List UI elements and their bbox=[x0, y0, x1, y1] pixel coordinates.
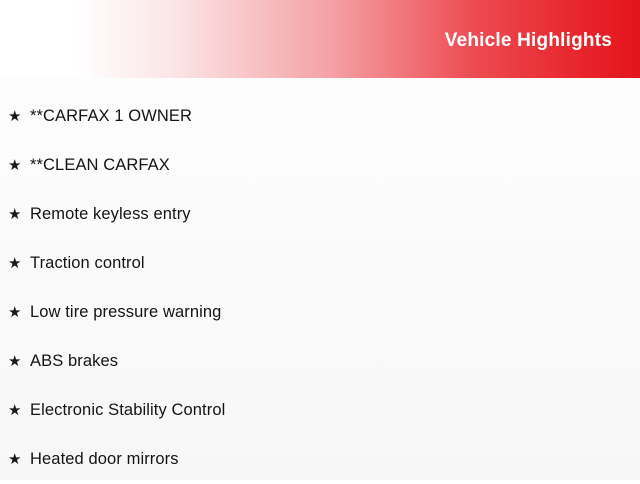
star-icon: ★ bbox=[8, 108, 22, 125]
list-item-label: **CLEAN CARFAX bbox=[30, 156, 170, 174]
list-item bbox=[0, 435, 640, 484]
list-item-label: Heated door mirrors bbox=[30, 450, 179, 468]
star-icon: ★ bbox=[8, 451, 22, 468]
list-item-label: Low tire pressure warning bbox=[30, 303, 222, 321]
list-item bbox=[0, 337, 640, 386]
star-icon: ★ bbox=[8, 206, 22, 223]
list-item-label: ABS brakes bbox=[30, 352, 119, 370]
star-icon: ★ bbox=[8, 304, 22, 321]
list-item-label: Traction control bbox=[30, 254, 145, 272]
list-item-label: Electronic Stability Control bbox=[30, 401, 226, 419]
star-icon: ★ bbox=[8, 255, 22, 272]
star-icon: ★ bbox=[8, 157, 22, 174]
page-header bbox=[0, 0, 640, 78]
list-item bbox=[0, 288, 640, 337]
list-item bbox=[0, 386, 640, 435]
list-item-label: Remote keyless entry bbox=[30, 205, 191, 223]
star-icon: ★ bbox=[8, 353, 22, 370]
page-title: Vehicle Highlights bbox=[444, 30, 612, 51]
list-item bbox=[0, 141, 640, 190]
list-item-label: **CARFAX 1 OWNER bbox=[30, 107, 193, 125]
vehicle-highlights-list bbox=[0, 92, 640, 484]
star-icon: ★ bbox=[8, 402, 22, 419]
list-item bbox=[0, 190, 640, 239]
highlights-content bbox=[0, 78, 640, 480]
list-item bbox=[0, 239, 640, 288]
list-item bbox=[0, 92, 640, 141]
